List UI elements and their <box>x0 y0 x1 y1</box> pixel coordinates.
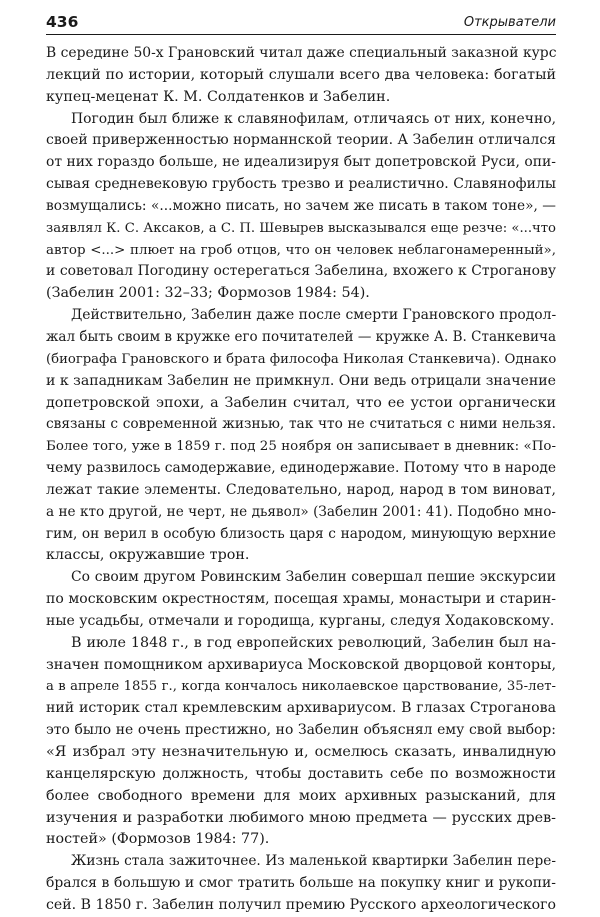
body-text <box>46 43 556 917</box>
text-line: купец-меценат К. М. Солдатенков и Забелин. <box>46 88 391 105</box>
text-line: и советовал Погодину остерегаться Забелина, вхожего к Строганову <box>46 263 556 280</box>
text-line: сей. В 1850 г. Забелин получил премию Русского археологического <box>46 896 556 913</box>
text-line: жал быть своим в кружке его почитателей — кружке А. В. Станкевича <box>46 328 556 345</box>
text-line: сывая средневековую грубость трезво и реалистично. Славянофилы <box>46 176 556 193</box>
text-line: от них гораздо больше, не идеализируя быт допетровской Руси, опи- <box>46 154 556 171</box>
text-line: допетровской эпохи, а Забелин считал, что ее устои органически <box>46 394 556 411</box>
text-line: В июле 1848 г., в год европейских революций, Забелин был на- <box>71 634 556 651</box>
text-line: значен помощником архивариуса Московской дворцовой конторы, <box>46 656 556 673</box>
text-line: заявлял К. С. Аксаков, а С. П. Шевырев высказывался еще резче: «...что <box>46 220 556 236</box>
text-line: Погодин был ближе к славянофилам, отличаясь от них, конечно, <box>71 110 556 127</box>
text-line: Более того, уже в 1859 г. под 25 ноября он записывает в дневник: «По- <box>46 439 556 455</box>
text-line: возмущались: «...можно писать, но зачем же писать в таком тоне», — <box>46 197 556 214</box>
text-line: это было не очень престижно, но Забелин объяснял ему свой выбор: <box>46 722 556 739</box>
text-line: «Я избрал эту незначительную и, осмелюсь сказать, инвалидную <box>46 744 556 760</box>
page-number: 436 <box>46 13 79 31</box>
text-line: (Забелин 2001: 32–33; Формозов 1984: 54). <box>46 285 370 302</box>
text-line: лекций по истории, который слушали всего два человека: богатый <box>46 66 556 83</box>
text-line: ний историк стал кремлевским архивариусом. В глазах Строганова <box>46 700 556 717</box>
text-line: автор <...> плюет на гроб отцов, что он человек неблагонамеренный», <box>46 242 556 258</box>
text-line: В середине 50-х Грановский читал даже специальный заказной курс <box>46 45 556 61</box>
text-line: ные усадьбы, отмечали и городища, курганы, следуя Ходаковскому. <box>46 612 555 629</box>
text-line: гим, он верил в особую близость царя с народом, минующую верхние <box>46 525 556 542</box>
text-line: (биографа Грановского и брата философа Николая Станкевича). Однако <box>46 351 556 367</box>
text-line: лежат такие элементы. Следовательно, народ, народ в том виноват, <box>46 481 556 498</box>
running-title: Открыватели <box>463 15 556 30</box>
text-line: а не кто другой, не черт, не дьявол» (Забелин 2001: 41). Подобно мно- <box>46 503 556 520</box>
text-line: Со своим другом Ровинским Забелин совершал пешие экскурсии <box>71 569 556 586</box>
text-line: своей приверженностью норманнской теории. А Забелин отличался <box>46 132 556 149</box>
page-header <box>46 12 556 35</box>
text-line: канцелярскую должность, чтобы доставить себе по возможности <box>46 765 556 782</box>
text-line: связаны с современной жизнью, так что не считаться с ними нельзя. <box>46 416 556 433</box>
text-line: а в апреле 1855 г., когда кончалось николаевское царствование, 35-лет- <box>46 679 556 695</box>
text-line: Жизнь стала зажиточнее. Из маленькой квартирки Забелин пере- <box>71 853 556 870</box>
text-line: ностей» (Формозов 1984: 77). <box>46 831 270 848</box>
text-line: и к западникам Забелин не примкнул. Они ведь отрицали значение <box>46 372 556 389</box>
text-line: брался в большую и смог тратить больше на покупку книг и рукопи- <box>46 875 556 892</box>
text-line: классы, окружавшие трон. <box>46 547 250 564</box>
text-line: более свободного времени для моих архивных разысканий, для <box>46 787 556 804</box>
text-line: по московским окрестностям, посещая храмы, монастыри и старин- <box>46 591 556 608</box>
text-line: изучения и разработки любимого мною предмета — русских древ- <box>46 809 556 826</box>
text-line: чему развилось самодержавие, единодержавие. Потому что в народе <box>46 460 556 477</box>
text-line: Действительно, Забелин даже после смерти Грановского продол- <box>71 307 556 324</box>
